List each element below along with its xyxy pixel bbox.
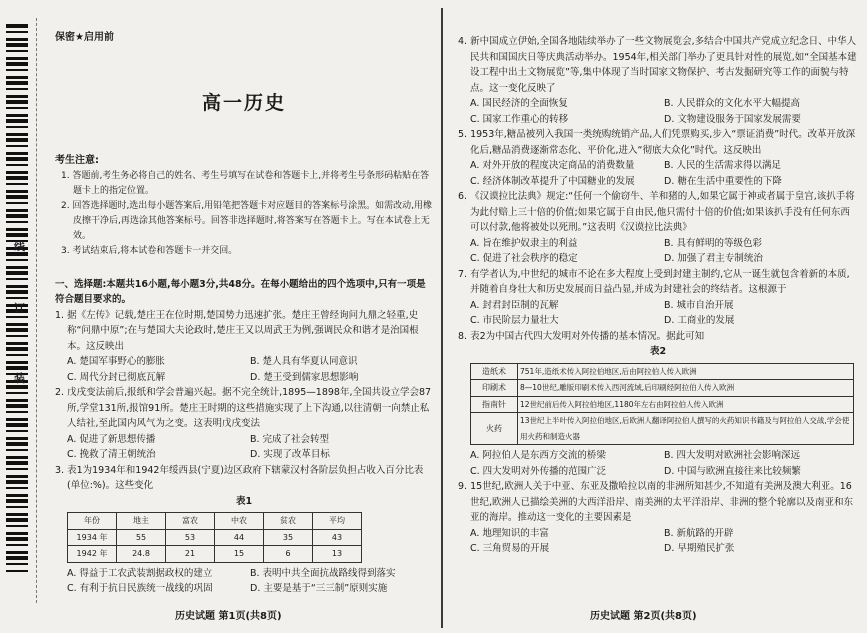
option: A. 促进了新思想传播 [67,433,156,445]
notice-item: 2. 回答选择题时,选出每小题答案后,用铅笔把答题卡对应题目的答案标号涂黑。如需改动,用橡皮擦干净后,再选涂其他答案标号。回答非选择题时,将答案写在答题卡上。写在本试卷上无效。 [61,200,433,241]
option: D. 工商业的发展 [664,315,735,326]
option: D. 楚王受到儒家思想影响 [250,371,359,383]
table-header-cell: 年份 [68,513,117,530]
binding-line [36,18,37,603]
data-table [67,512,362,563]
table-cell: 15 [215,546,264,563]
question-options [55,354,433,385]
table-cell: 1934 年 [68,529,117,546]
page-title: 高一历史 [201,91,286,114]
option: A. 国民经济的全面恢复 [470,98,568,109]
secret-label: 保密★启用前 [55,32,114,43]
table-cell: 21 [166,546,215,563]
question-options [458,236,858,267]
table-cell: 44 [215,529,264,546]
notice-block [55,153,433,259]
table-cell: 24.8 [117,546,166,563]
option: B. 城市自治开展 [664,299,734,311]
table-cell: 751年,造纸术传入阿拉伯地区,后由阿拉伯人传入欧洲 [518,363,854,380]
table-row [68,546,362,563]
option: C. 促进了社会秩序的稳定 [470,253,578,264]
table-row [471,363,854,380]
option: C. 周代分封已彻底瓦解 [67,371,166,383]
option: B. 楚人具有华夏认同意识 [250,356,358,367]
table-row [68,529,362,546]
option: D. 糖在生活中重要性的下降 [664,175,782,187]
table-header-cell: 贫农 [264,513,313,530]
table-header-cell: 平均 [313,513,362,530]
table-header-row [68,513,362,530]
option: A. 地理知识的丰富 [470,527,549,539]
option: C. 国家工作重心的转移 [470,113,569,125]
option: D. 文物建设服务于国家发展需要 [664,113,801,125]
footer-left: 历史试题 第1页(共8页) [175,611,282,622]
option: B. 具有鲜明的等级色彩 [664,237,763,249]
option: B. 新航路的开辟 [664,527,734,539]
option: A. 得益于工农武装割据政权的建立 [67,567,213,579]
table-header-cell: 地主 [117,513,166,530]
question-stem: 4. 新中国成立伊始,全国各地陆续举办了一些文物展览会,多结合中国共产党成立纪念日、中华人民共和国国庆日等庆典活动举办。1954年,相关部门举办了更具针对性的展览,如“全国基本建设工程中出土文物展览”等,集中体现了当时国家文物保护、考古发掘研究等工作的面貌与特点。这一变化反映了 [458,36,857,94]
option: D. 早期殖民扩张 [664,543,735,554]
table-cell: 1942 年 [68,546,117,563]
option: B. 四大发明对欧洲社会影响深远 [664,450,801,461]
option: C. 经济体制改革提升了中国糖业的发展 [470,175,635,187]
option: A. 旨在维护奴隶主的利益 [470,237,578,249]
question-options [458,526,858,557]
option: D. 实现了改革目标 [250,449,330,460]
question-options [55,432,433,463]
binding-char-2: 订 [14,302,25,315]
table-caption: 表1 [235,495,253,507]
option: B. 表明中共全面抗战路线得到落实 [250,567,396,579]
question-options [55,566,433,597]
left-page [55,30,433,597]
table-cell: 火药 [471,413,518,445]
option: A. 封君封臣制的瓦解 [470,299,559,311]
table-cell: 43 [313,529,362,546]
table-header-cell: 中农 [215,513,264,530]
table-cell: 8—10世纪,雕版印刷术传入西河流域,后印刷经阿拉伯人传入欧洲 [518,380,854,397]
question-stem: 5. 1953年,糖品被列入我国一类统购统销产品,人们凭票购买,步入“票证消费”时代。改革开放深化后,糖品消费逐渐常态化、平价化,进入“彻底大众化”时代。这反映出 [458,129,856,156]
option: C. 有利于抗日民族统一战线的巩固 [67,583,213,594]
option: C. 市民阶层力量壮大 [470,315,559,326]
notice-heading: 考生注意: [55,155,99,166]
option: A. 阿拉伯人是东西方交流的桥梁 [470,450,606,461]
option: B. 人民的生活需求得以满足 [664,160,782,171]
table-caption: 表2 [649,346,667,357]
table-cell: 指南针 [471,396,518,413]
table-cell: 55 [117,529,166,546]
notice-item: 3. 考试结束后,将本试卷和答题卡一并交回。 [61,245,238,256]
binding-char-1: 线 [14,240,25,253]
table-cell: 6 [264,546,313,563]
table-row [471,396,854,413]
option: C. 三角贸易的开展 [470,543,550,554]
option: A. 对外开放的程度决定商品的消费数量 [470,160,635,171]
table-cell: 造纸术 [471,363,518,380]
question-stem: 8. 表2为中国古代四大发明对外传播的基本情况。据此可知 [458,330,705,342]
option: B. 人民群众的文化水平大幅提高 [664,98,801,109]
table-row [471,413,854,445]
question-stem: 1. 据《左传》记载,楚庄王在位时期,楚国势力迅速扩张。楚庄王曾经询问九鼎之轻重,史称“问鼎中原”;在与楚国大夫论政时,楚庄王又以周武王为例,强调民众和谐才是治国根本。这反映出 [55,309,419,352]
question-stem: 2. 戊戌变法前后,报纸和学会普遍兴起。据不完全统计,1895—1898年,全国共设立学会87所,学堂131所,报馆91所。楚庄王时期的这些措施实现了上下沟通,以往清朝一向禁止私人结社,至此国内风气为之变。这表明戊戌变法 [55,387,432,429]
table-cell: 53 [166,529,215,546]
question-options [458,298,858,329]
table-cell: 35 [264,529,313,546]
question-options [458,96,858,127]
page-divider [441,8,443,628]
notice-item: 1. 答题前,考生务必将自己的姓名、考生号填写在试卷和答题卡上,并将考生号条形码粘贴在答题卡上的指定位置。 [61,170,430,196]
option: A. 楚国军事野心的膨胀 [67,356,165,367]
barcode-strip [6,24,28,572]
table-row [471,380,854,397]
footer-right: 历史试题 第2页(共8页) [590,611,697,622]
question-stem: 6. 《汉谟拉比法典》规定:“任何一个偷窃牛、羊和猪的人,如果它属于神或者属于皇宫,该扒手将为此付赔上三十倍的价值;如果它属于自由民,他只需付十倍的价值;如果该扒手没有任何东西可以付款,他将被处以死刑。”这表明《汉谟拉比法典》 [458,191,855,233]
option: C. 挽救了清王朝统治 [67,449,156,460]
table-cell: 12世纪前后传入阿拉伯地区,1180年左右由阿拉伯人传入欧洲 [518,396,854,413]
question-stem: 3. 表1为1934年和1942年绥西县(宁夏)边区政府下辖蒙汉村各阶层负担占收入百分比表(单位:%)。这些变化 [55,464,424,491]
table-cell: 13世纪上半叶传入阿拉伯地区,后欧洲人翻译阿拉伯人撰写的火药知识书籍及与阿拉伯人交战,学会使用火药和制造火器 [518,413,854,445]
table-header-cell: 富农 [166,513,215,530]
option: D. 加强了君主专制统治 [664,253,763,264]
option: C. 四大发明对外传播的范围广泛 [470,465,607,477]
data-table [470,363,854,446]
question-options [458,158,858,189]
option: D. 中国与欧洲直接往来比较频繁 [664,465,801,477]
table-cell: 13 [313,546,362,563]
question-stem: 7. 有学者认为,中世纪的城市不论在多大程度上受到封建主制约,它从一诞生就包含着新的本质,并随着自身壮大和历史发展而日益凸显,并成为封建社会的终结者。这根源于 [458,268,850,295]
option: D. 主要是基于“三三制”原则实施 [250,583,388,594]
question-options [458,448,858,479]
option: B. 完成了社会转型 [250,433,330,445]
section-title: 一、选择题:本题共16小题,每小题3分,共48分。在每小题给出的四个选项中,只有一项是符合题目要求的。 [55,278,426,305]
question-stem: 9. 15世纪,欧洲人关于中亚、东亚及撒哈拉以南的非洲所知甚少,不知道有美洲及澳大利亚。16世纪,欧洲人已描绘美洲的大西洋沿岸、南美洲的太平洋沿岸、非洲的整个轮廓以及南亚和东亚的海岸。推动这一变化的主要因素是 [458,481,854,523]
binding-char-3: 装 [14,372,25,385]
table-cell: 印刷术 [471,380,518,397]
right-page [458,34,858,557]
